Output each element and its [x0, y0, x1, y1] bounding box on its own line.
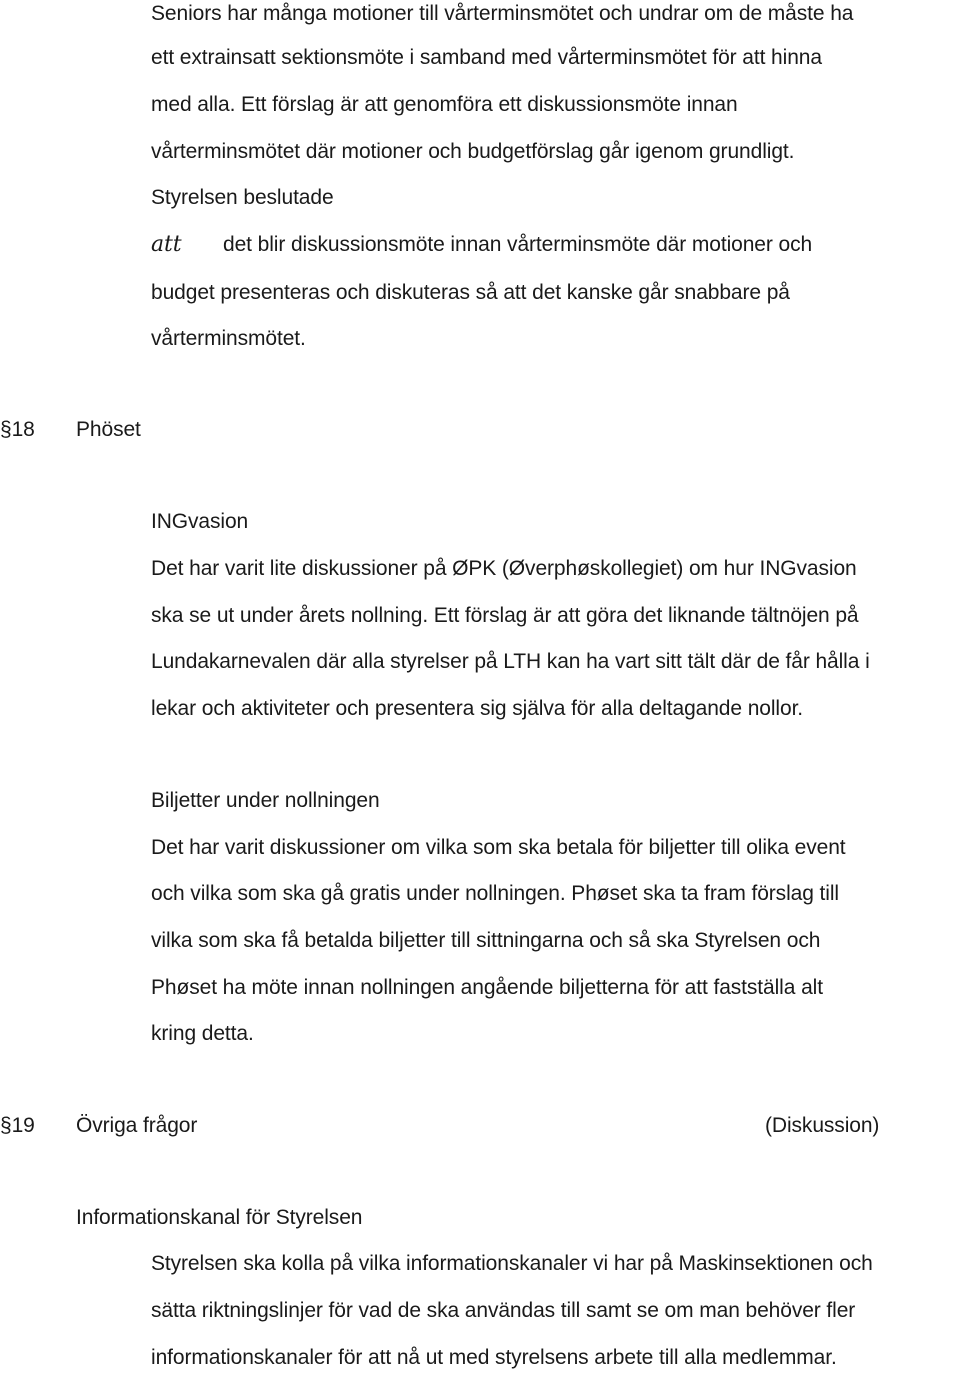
ingvasion-line-1: Det har varit lite diskussioner på ØPK (Øverphøskollegiet) om hur INGvasion: [151, 557, 857, 580]
informationskanal-line-2: sätta riktningslinjer för vad de ska användas till samt se om man behöver fler: [151, 1299, 856, 1322]
ingvasion-line-4: lekar och aktiviteter och presentera sig själva för alla deltagande nollor.: [151, 697, 804, 720]
section-19-number: §19: [0, 1114, 35, 1137]
biljetter-line-2: och vilka som ska gå gratis under nollningen. Phøset ska ta fram förslag till: [151, 882, 839, 905]
decision-line-3: vårterminsmötet.: [151, 327, 306, 350]
section-19-tag: (Diskussion): [765, 1114, 880, 1137]
intro-line-4: vårterminsmötet där motioner och budgetförslag går igenom grundligt.: [151, 140, 795, 163]
decision-line-1: det blir diskussionsmöte innan vårterminsmöte där motioner och: [223, 233, 813, 256]
informationskanal-line-1: Styrelsen ska kolla på vilka informationskanaler vi har på Maskinsektionen och: [151, 1252, 873, 1275]
section-18-title: Phöset: [76, 418, 141, 441]
biljetter-line-1: Det har varit diskussioner om vilka som ska betala för biljetter till olika event: [151, 836, 846, 859]
biljetter-line-4: Phøset ha möte innan nollningen angående biljetterna för att fastställa alt: [151, 976, 823, 999]
ingvasion-heading: INGvasion: [151, 510, 249, 533]
decision-att: att: [151, 232, 182, 257]
biljetter-heading: Biljetter under nollningen: [151, 789, 380, 812]
biljetter-line-5: kring detta.: [151, 1022, 254, 1045]
intro-line-3: med alla. Ett förslag är att genomföra ett diskussionsmöte innan: [151, 93, 738, 116]
intro-line-1: Seniors har många motioner till vårterminsmötet och undrar om de måste ha: [151, 2, 854, 25]
decision-line-2: budget presenteras och diskuteras så att det kanske går snabbare på: [151, 281, 790, 304]
section-19-title: Övriga frågor: [76, 1114, 198, 1137]
informationskanal-line-3: informationskanaler för att nå ut med styrelsens arbete till alla medlemmar.: [151, 1346, 837, 1369]
ingvasion-line-2: ska se ut under årets nollning. Ett förslag är att göra det liknande tältnöjen på: [151, 604, 859, 627]
ingvasion-line-3: Lundakarnevalen där alla styrelser på LTH kan ha vart sitt tält där de får hålla i: [151, 650, 870, 673]
section-18-number: §18: [0, 418, 35, 441]
biljetter-line-3: vilka som ska få betalda biljetter till sittningarna och så ska Styrelsen och: [151, 929, 821, 952]
intro-line-2: ett extrainsatt sektionsmöte i samband med vårterminsmötet för att hinna: [151, 46, 822, 69]
informationskanal-heading: Informationskanal för Styrelsen: [76, 1206, 363, 1229]
intro-line-5: Styrelsen beslutade: [151, 186, 334, 209]
